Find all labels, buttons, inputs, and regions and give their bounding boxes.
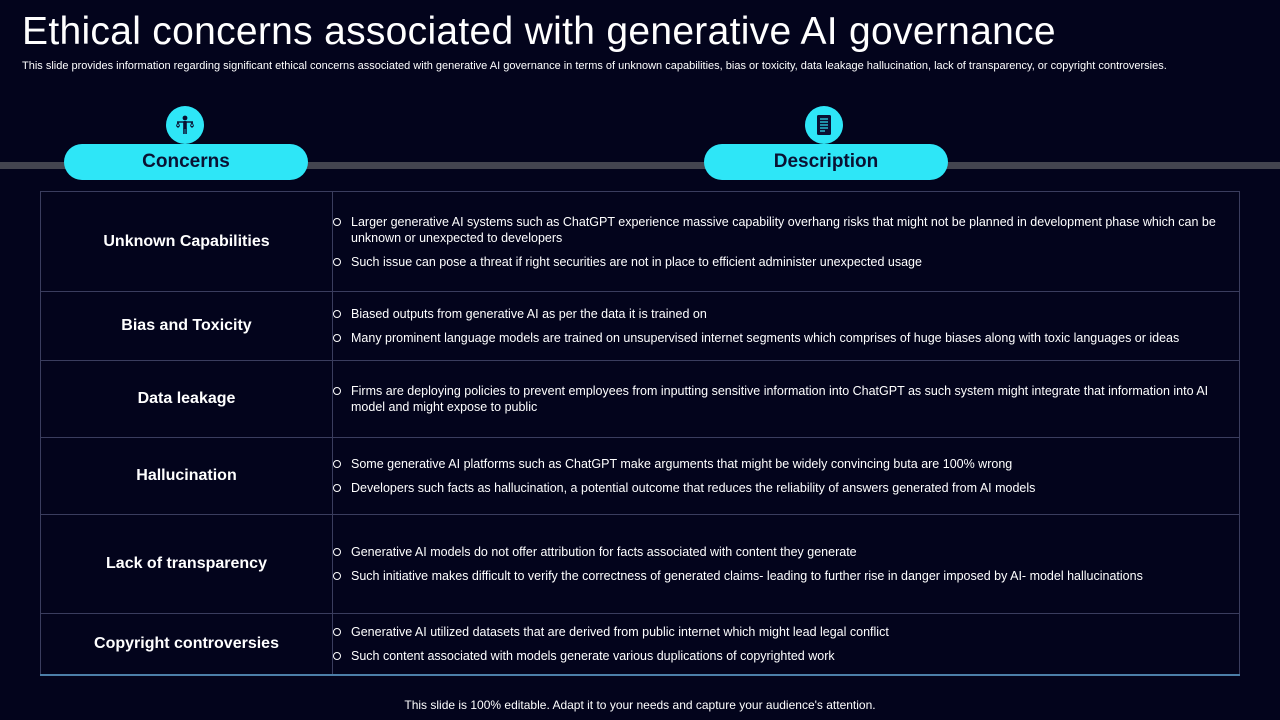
- description-bullet: [333, 624, 1239, 640]
- concerns-table: [40, 191, 1240, 676]
- bullet-text: Firms are deploying policies to prevent employees from inputting sensitive information into ChatGPT as such system might integrate that information into AI model and might expose to public: [351, 384, 1209, 414]
- description-bullet: [333, 456, 1239, 472]
- description-bullet: [333, 214, 1239, 246]
- bullet-circle-icon: [333, 310, 341, 318]
- table-row: [41, 515, 1240, 614]
- bullet-text: Larger generative AI systems such as ChatGPT experience massive capability overhang risks that might not be planned in development phase which can be unknown or unexpected to developers: [351, 214, 1216, 245]
- table-row: [41, 438, 1240, 515]
- description-cell: [333, 438, 1240, 515]
- bullet-circle-icon: [333, 258, 341, 266]
- bullet-circle-icon: [333, 628, 341, 636]
- concern-label: Lack of transparency: [41, 515, 333, 614]
- description-bullet: [333, 330, 1239, 346]
- description-bullet: [333, 648, 1239, 664]
- table-row: [41, 192, 1240, 292]
- concern-label: Data leakage: [41, 361, 333, 438]
- bullet-text: Generative AI utilized datasets that are derived from public internet which might lead legal conflict: [351, 624, 889, 639]
- description-cell: [333, 614, 1240, 675]
- page-subtitle: This slide provides information regarding significant ethical concerns associated with generative AI governance in terms of unknown capabilities, bias or toxicity, data leakage hallucination, lack of transparency, or copyright controversies.: [22, 60, 1167, 72]
- table-row: [41, 614, 1240, 675]
- table-row: [41, 292, 1240, 361]
- bullet-circle-icon: [333, 387, 341, 395]
- page-title: Ethical concerns associated with generative AI governance: [22, 10, 1056, 53]
- concern-label: Copyright controversies: [41, 614, 333, 675]
- concerns-header: Concerns: [64, 144, 308, 180]
- concern-label: Bias and Toxicity: [41, 292, 333, 361]
- description-header: Description: [704, 144, 948, 180]
- description-cell: [333, 292, 1240, 361]
- description-bullet: [333, 544, 1239, 560]
- bullet-circle-icon: [333, 572, 341, 580]
- description-bullet: [333, 254, 1239, 270]
- bullet-text: Some generative AI platforms such as ChatGPT make arguments that might be widely convincing buta are 100% wrong: [351, 457, 1013, 471]
- bullet-circle-icon: [333, 460, 341, 468]
- document-icon: [805, 106, 843, 144]
- bullet-text: Such initiative makes difficult to verify the correctness of generated claims- leading to further rise in danger imposed by AI- model hallucinations: [351, 569, 1143, 583]
- bullet-circle-icon: [333, 548, 341, 556]
- bullet-circle-icon: [333, 334, 341, 342]
- bullet-text: Generative AI models do not offer attribution for facts associated with content they generate: [351, 545, 857, 559]
- description-bullet: [333, 306, 1239, 322]
- bullet-text: Developers such facts as hallucination, a potential outcome that reduces the reliability of answers generated from AI models: [351, 481, 1036, 495]
- description-bullet: [333, 383, 1239, 415]
- bullet-circle-icon: [333, 652, 341, 660]
- description-cell: [333, 515, 1240, 614]
- concern-label: Unknown Capabilities: [41, 192, 333, 292]
- concern-label: Hallucination: [41, 438, 333, 515]
- bullet-text: Such content associated with models generate various duplications of copyrighted work: [351, 648, 835, 663]
- description-cell: [333, 361, 1240, 438]
- description-cell: [333, 192, 1240, 292]
- bullet-text: Such issue can pose a threat if right securities are not in place to efficient administer unexpected usage: [351, 254, 922, 269]
- footer-note: This slide is 100% editable. Adapt it to your needs and capture your audience's attention.: [404, 698, 876, 712]
- bullet-text: Biased outputs from generative AI as per the data it is trained on: [351, 307, 707, 321]
- person-scales-icon: [166, 106, 204, 144]
- table-row: [41, 361, 1240, 438]
- bullet-circle-icon: [333, 484, 341, 492]
- description-bullet: [333, 480, 1239, 496]
- bullet-text: Many prominent language models are trained on unsupervised internet segments which comprises of huge biases along with toxic languages or ideas: [351, 331, 1180, 345]
- bullet-circle-icon: [333, 218, 341, 226]
- description-bullet: [333, 568, 1239, 584]
